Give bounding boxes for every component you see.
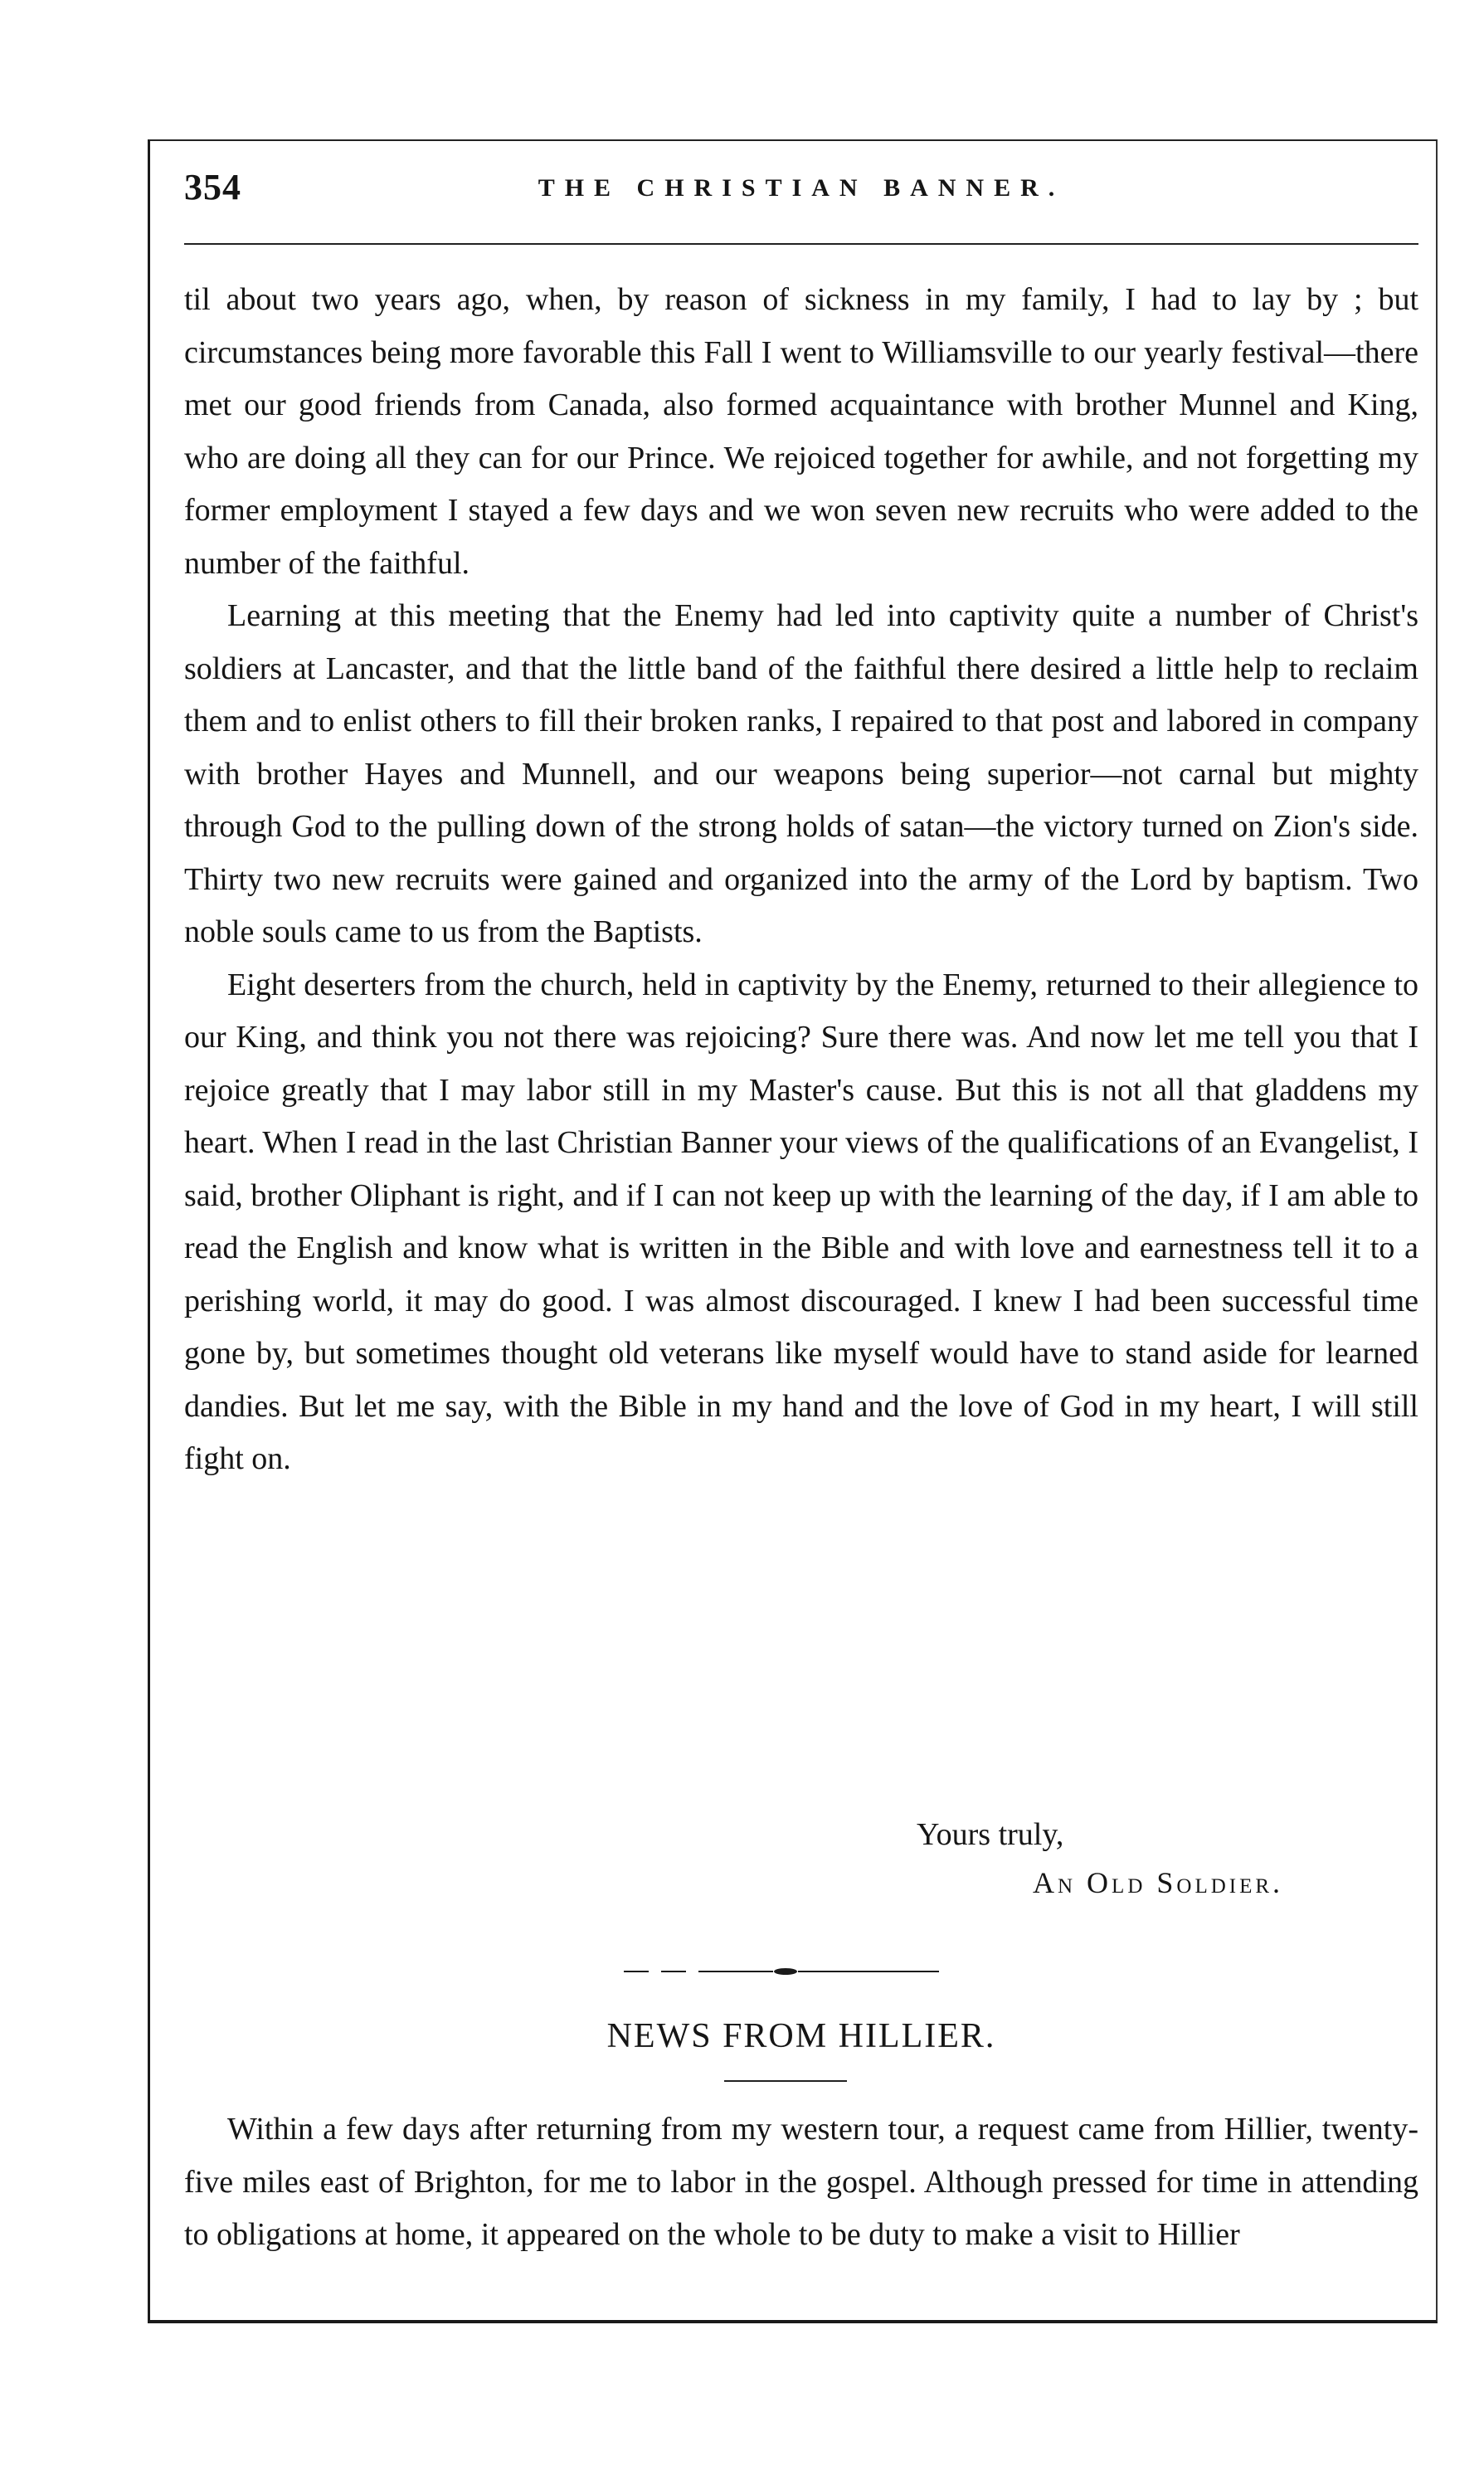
letter-body xyxy=(184,274,1418,1486)
page-header xyxy=(184,166,1418,216)
page-number: 354 xyxy=(184,167,241,207)
running-title: THE CHRISTIAN BANNER. xyxy=(538,174,1065,202)
letter-paragraph: Eight deserters from the church, held in captivity by the Enemy, returned to their allegience to our King, and think you not there was rejoicing? Sure there was. And now let me tell you that I rejoice greatly that I may labor still in my Master's cause. But this is not all that gladdens my heart. When I read in the last Christian Banner your views of the qualifications of an Evangelist, I said, brother Oliphant is right, and if I can not keep up with the learning of the day, if I am able to read the English and know what is written in the Bible and with love and earnestness tell it to a perishing world, it may do good. I was almost discouraged. I knew I had been successful time gone by, but sometimes thought old veterans like myself would have to stand aside for learned dandies. But let me say, with the Bible in my hand and the love of God in my heart, I will still fight on. xyxy=(184,967,1418,1476)
letter-signoff: Yours truly, xyxy=(917,1817,1064,1852)
news-paragraph: Within a few days after returning from my western tour, a request came from Hillier, twenty-five miles east of Brighton, for me to labor in the gospel. Although pressed for time in attending to obligations at home, it appeared on the whole to be duty to make a visit to Hillier xyxy=(184,2112,1418,2252)
title-rule xyxy=(724,2080,847,2082)
letter-paragraph: Learning at this meeting that the Enemy had led into captivity quite a number of Christ's soldiers at Lancaster, and that the little band of the faithful there desired a little help to reclaim them and to enlist others to fill their broken ranks, I repaired to that post and labored in company with brother Hayes and Munnell, and our weapons being superior—not carnal but mighty through God to the pulling down of the strong holds of satan—the victory turned on Zion's side. Thirty two new recruits were gained and organized into the army of the Lord by baptism. Two noble souls came to us from the Baptists. xyxy=(184,598,1418,949)
news-body xyxy=(184,2103,1418,2262)
section-title: NEWS FROM HILLIER. xyxy=(606,2017,996,2055)
section-divider-ornament xyxy=(624,1967,939,1976)
header-rule xyxy=(184,243,1418,245)
letter-paragraph: til about two years ago, when, by reason of sickness in my family, I had to lay by ; but circumstances being more favorable this Fall I went to Williamsville to our yearly festival—there met our good friends from Canada, also formed acquaintance with brother Munnel and King, who are doing all they can for our Prince. We rejoiced together for awhile, and not forgetting my former employment I stayed a few days and we won seven new recruits who were added to the number of the faithful. xyxy=(184,282,1418,581)
letter-signature: An Old Soldier. xyxy=(1033,1866,1284,1899)
